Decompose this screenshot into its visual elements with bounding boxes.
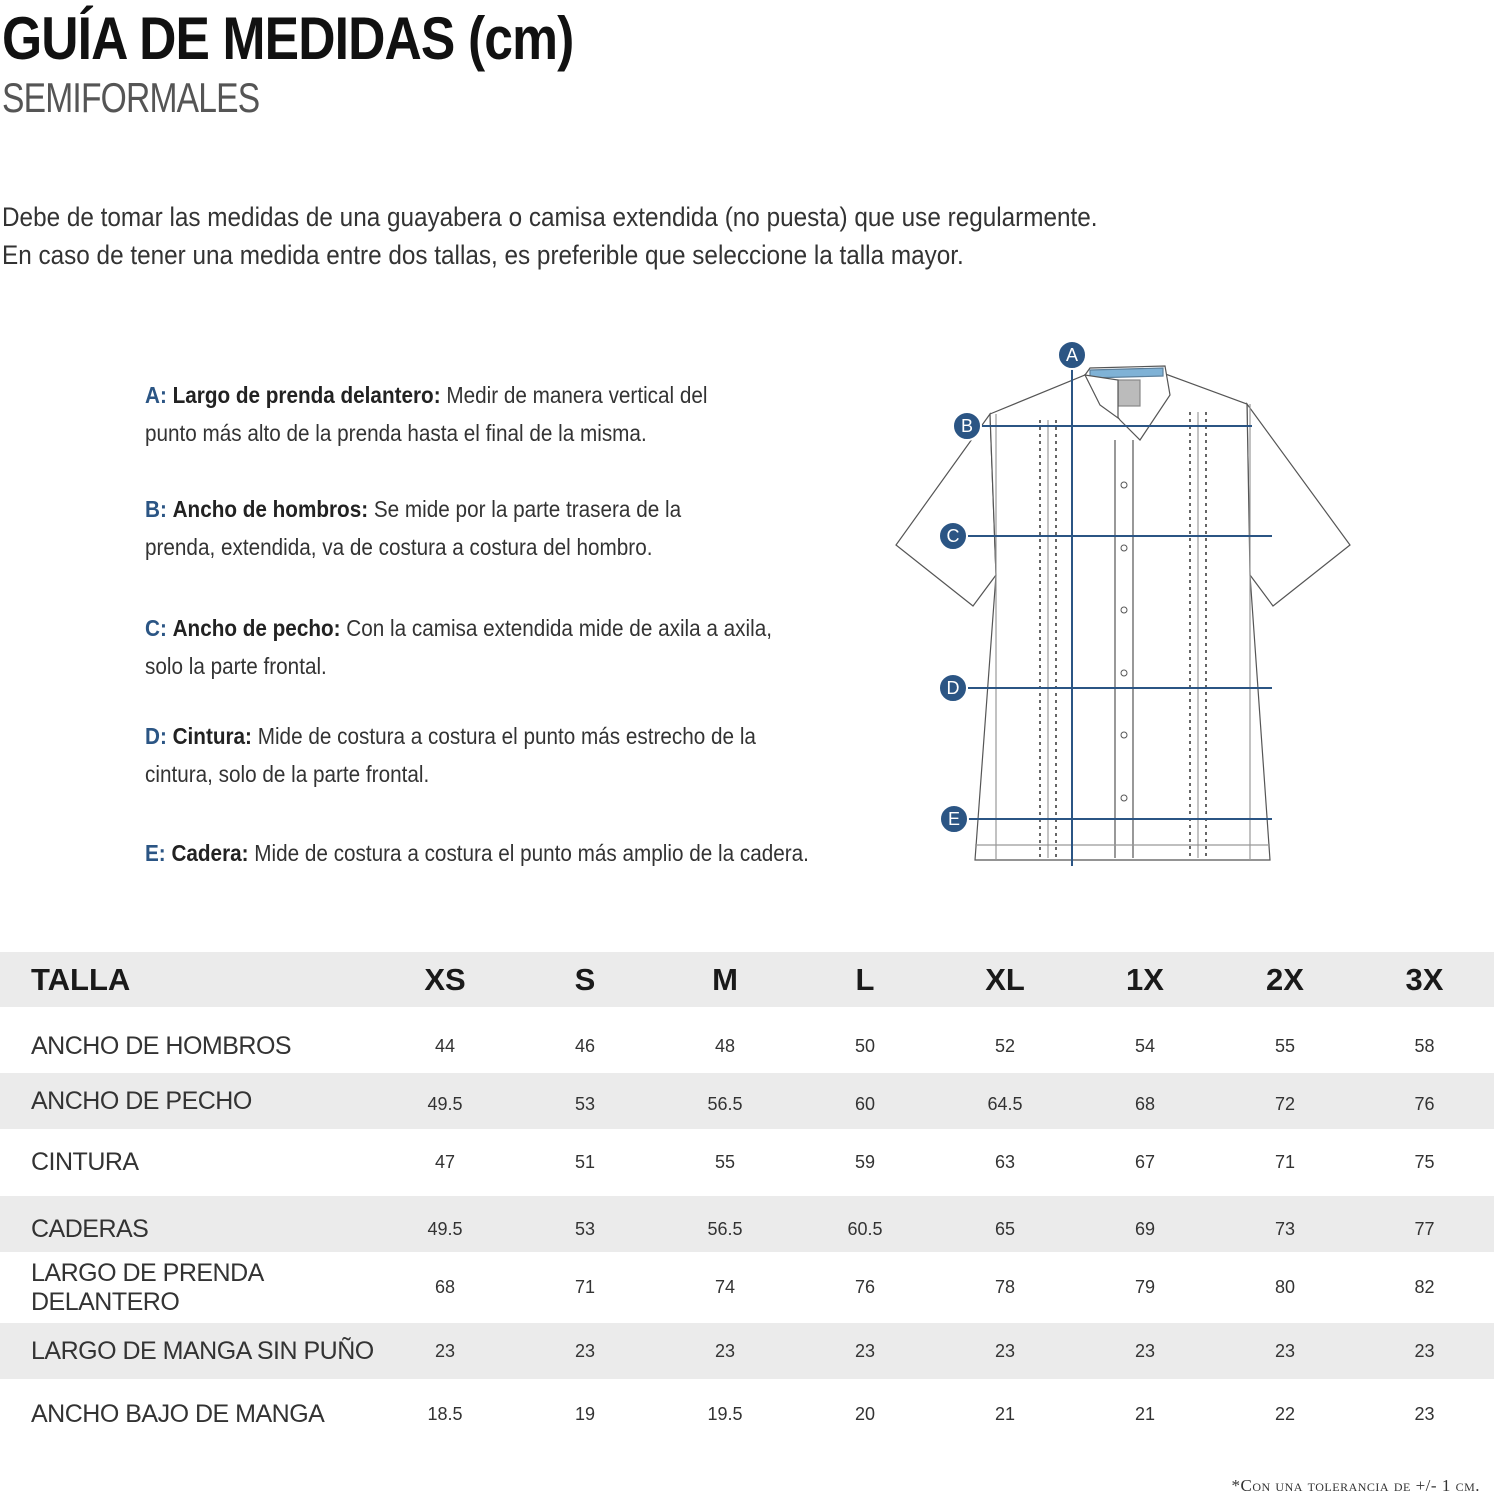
row-label: ANCHO DE PECHO (31, 1086, 252, 1115)
table-cell: 51 (574, 1152, 596, 1172)
definition-text: Con la camisa extendida mide de axila a axila, (346, 615, 773, 641)
table-cell: 71 (574, 1277, 596, 1297)
table-cell: 60.5 (847, 1218, 883, 1239)
definition-text: Medir de manera vertical del (446, 382, 708, 408)
page-subtitle: SEMIFORMALES (2, 74, 260, 121)
table-cell: 77 (1414, 1218, 1435, 1239)
definition-c (145, 609, 772, 685)
table-cell: 55 (714, 1152, 736, 1172)
table-cell: 23 (574, 1340, 596, 1361)
table-cell: 23 (994, 1340, 1016, 1361)
table-cell: 23 (434, 1340, 456, 1361)
page-title: GUÍA DE MEDIDAS (cm) (2, 5, 574, 72)
table-cell: 59 (854, 1152, 876, 1172)
table-cell: 56.5 (707, 1218, 743, 1239)
table-cell: 20 (854, 1403, 876, 1424)
table-header-row (0, 952, 1494, 1007)
definition-term: Largo de prenda delantero: (172, 382, 441, 408)
intro-line-2: En caso de tener una medida entre dos tallas, es preferible que seleccione la talla mayor. (2, 240, 964, 270)
table-cell: 19.5 (707, 1403, 743, 1424)
definition-term: Ancho de hombros: (172, 496, 369, 522)
table-cell: 76 (854, 1277, 876, 1297)
marker-b (953, 412, 981, 440)
table-cell: 63 (994, 1152, 1016, 1172)
table-row (0, 1073, 1494, 1129)
table-row (0, 1129, 1494, 1196)
intro-line-1: Debe de tomar las medidas de una guayabera o camisa extendida (no puesta) que use regularmente. (2, 202, 1098, 232)
definition-letter: E: (145, 840, 166, 866)
column-header: S (574, 961, 596, 997)
column-header: TALLA (31, 961, 131, 997)
row-label: ANCHO BAJO DE MANGA (31, 1399, 325, 1428)
column-header: XL (985, 961, 1025, 997)
definition-text-cont: solo la parte frontal. (145, 653, 327, 679)
column-header: 2X (1266, 961, 1304, 997)
table-cell: 68 (434, 1277, 456, 1297)
table-cell: 65 (994, 1218, 1016, 1239)
definition-letter: C: (145, 615, 167, 641)
table-row (0, 1323, 1494, 1379)
table-row (0, 1196, 1494, 1252)
marker-e-label: E (947, 809, 961, 829)
table-cell: 23 (1414, 1403, 1435, 1424)
table-cell: 19 (574, 1403, 596, 1424)
definition-letter: B: (145, 496, 167, 522)
table-cell: 56.5 (707, 1093, 743, 1114)
row-label: CADERAS (31, 1214, 149, 1243)
definition-text-cont: prenda, extendida, va de costura a costura del hombro. (145, 534, 653, 560)
definition-term: Ancho de pecho: (172, 615, 341, 641)
table-row (0, 1252, 1494, 1323)
table-cell: 44 (434, 1035, 456, 1056)
table-cell: 68 (1134, 1093, 1156, 1114)
table-cell: 23 (1134, 1340, 1156, 1361)
column-header: XS (424, 961, 466, 997)
definition-text: Mide de costura a costura el punto más amplio de la cadera. (254, 840, 809, 866)
column-header: 1X (1126, 961, 1164, 997)
table-cell: 72 (1274, 1093, 1296, 1114)
marker-a-label: A (1065, 345, 1079, 365)
marker-c (939, 522, 967, 550)
definition-term: Cintura: (172, 723, 252, 749)
table-row (0, 1379, 1494, 1449)
marker-c-label: C (946, 526, 960, 546)
table-cell: 52 (994, 1035, 1016, 1056)
marker-a (1058, 341, 1086, 369)
definition-d (145, 717, 756, 793)
definition-b (145, 490, 681, 566)
table-cell: 71 (1274, 1152, 1296, 1172)
table-cell: 75 (1414, 1152, 1435, 1172)
intro-text (2, 198, 1098, 274)
table-cell: 78 (994, 1277, 1016, 1297)
table-cell: 82 (1414, 1277, 1435, 1297)
table-cell: 74 (714, 1277, 736, 1297)
table-cell: 64.5 (987, 1093, 1023, 1114)
definition-term: Cadera: (171, 840, 249, 866)
size-table (0, 952, 1494, 1449)
column-header: L (855, 961, 875, 997)
definition-text-cont: punto más alto de la prenda hasta el final de la misma. (145, 420, 647, 446)
table-cell: 18.5 (427, 1403, 463, 1424)
table-cell: 79 (1134, 1277, 1156, 1297)
table-cell: 46 (574, 1035, 596, 1056)
row-label: ANCHO DE HOMBROS (31, 1031, 292, 1060)
definition-text-cont: cintura, solo de la parte frontal. (145, 761, 430, 787)
table-cell: 21 (1134, 1403, 1156, 1424)
table-cell: 80 (1274, 1277, 1296, 1297)
column-header: M (712, 961, 738, 997)
table-cell: 55 (1274, 1035, 1296, 1056)
table-cell: 47 (434, 1152, 456, 1172)
row-label: LARGO DE PRENDA DELANTERO (31, 1258, 263, 1316)
definition-text: Mide de costura a costura el punto más estrecho de la (257, 723, 756, 749)
table-cell: 67 (1134, 1152, 1156, 1172)
table-cell: 50 (854, 1035, 876, 1056)
marker-e (940, 805, 968, 833)
table-cell: 69 (1134, 1218, 1156, 1239)
shirt-measurement-diagram (880, 330, 1370, 890)
table-cell: 76 (1414, 1093, 1435, 1114)
column-header: 3X (1405, 961, 1444, 997)
table-cell: 54 (1134, 1035, 1156, 1056)
table-cell: 22 (1274, 1403, 1296, 1424)
table-cell: 21 (994, 1403, 1016, 1424)
marker-d-label: D (946, 678, 960, 698)
table-row (0, 1007, 1494, 1073)
definition-text: Se mide por la parte trasera de la (373, 496, 682, 522)
table-cell: 23 (1414, 1340, 1435, 1361)
table-cell: 48 (714, 1035, 736, 1056)
row-label: LARGO DE MANGA SIN PUÑO (31, 1336, 374, 1365)
tolerance-footnote: *Con una tolerancia de +/- 1 cm. (1231, 1476, 1480, 1495)
table-cell: 23 (854, 1340, 876, 1361)
table-cell: 49.5 (427, 1218, 463, 1239)
definition-a (145, 376, 708, 452)
table-cell: 23 (1274, 1340, 1296, 1361)
table-cell: 49.5 (427, 1093, 463, 1114)
table-cell: 53 (574, 1093, 596, 1114)
table-cell: 73 (1274, 1218, 1296, 1239)
table-cell: 60 (854, 1093, 876, 1114)
marker-b-label: B (960, 416, 974, 436)
definition-letter: D: (145, 723, 167, 749)
table-cell: 23 (714, 1340, 736, 1361)
row-label: CINTURA (31, 1148, 139, 1176)
definition-letter: A: (145, 382, 167, 408)
table-cell: 58 (1414, 1035, 1435, 1056)
definition-e (145, 834, 809, 872)
table-cell: 53 (574, 1218, 596, 1239)
marker-d (939, 674, 967, 702)
